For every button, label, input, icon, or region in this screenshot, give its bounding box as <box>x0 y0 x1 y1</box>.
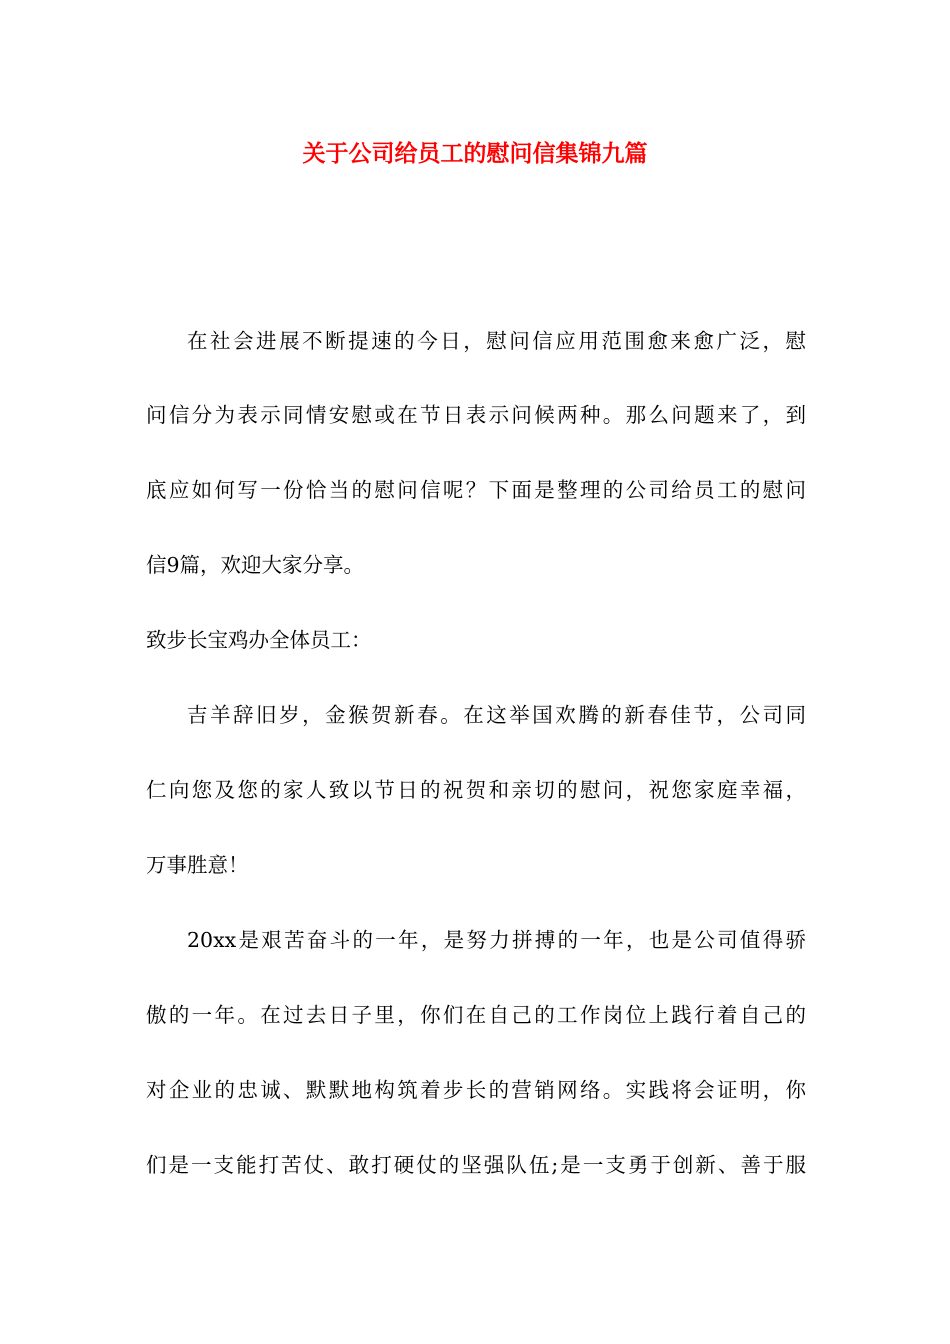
salutation-line: 致步长宝鸡办全体员工： <box>146 628 372 652</box>
paragraph-line: 底应如何写一份恰当的慰问信呢？下面是整理的公司给员工的慰问 <box>146 478 806 502</box>
paragraph-line: 问信分为表示同情安慰或在节日表示问候两种。那么问题来了，到 <box>146 403 806 427</box>
paragraph-line: 对企业的忠诚、默默地构筑着步长的营销网络。实践将会证明，你 <box>146 1078 806 1102</box>
paragraph-line: 万事胜意！ <box>146 853 249 877</box>
paragraph-line: 20xx是艰苦奋斗的一年，是努力拼搏的一年，也是公司值得骄 <box>187 928 806 952</box>
paragraph-line: 信9篇，欢迎大家分享。 <box>146 553 365 577</box>
paragraph-line: 傲的一年。在过去日子里，你们在自己的工作岗位上践行着自己的 <box>146 1003 806 1027</box>
paragraph-line: 吉羊辞旧岁，金猴贺新春。在这举国欢腾的新春佳节，公司同 <box>187 703 806 727</box>
paragraph-line: 仁向您及您的家人致以节日的祝贺和亲切的慰问，祝您家庭幸福， <box>146 778 806 802</box>
document-title: 关于公司给员工的慰问信集锦九篇 <box>302 140 648 167</box>
paragraph-line: 在社会进展不断提速的今日，慰问信应用范围愈来愈广泛，慰 <box>187 329 806 353</box>
paragraph-line: 们是一支能打苦仗、敢打硬仗的坚强队伍;是一支勇于创新、善于服 <box>146 1153 806 1177</box>
